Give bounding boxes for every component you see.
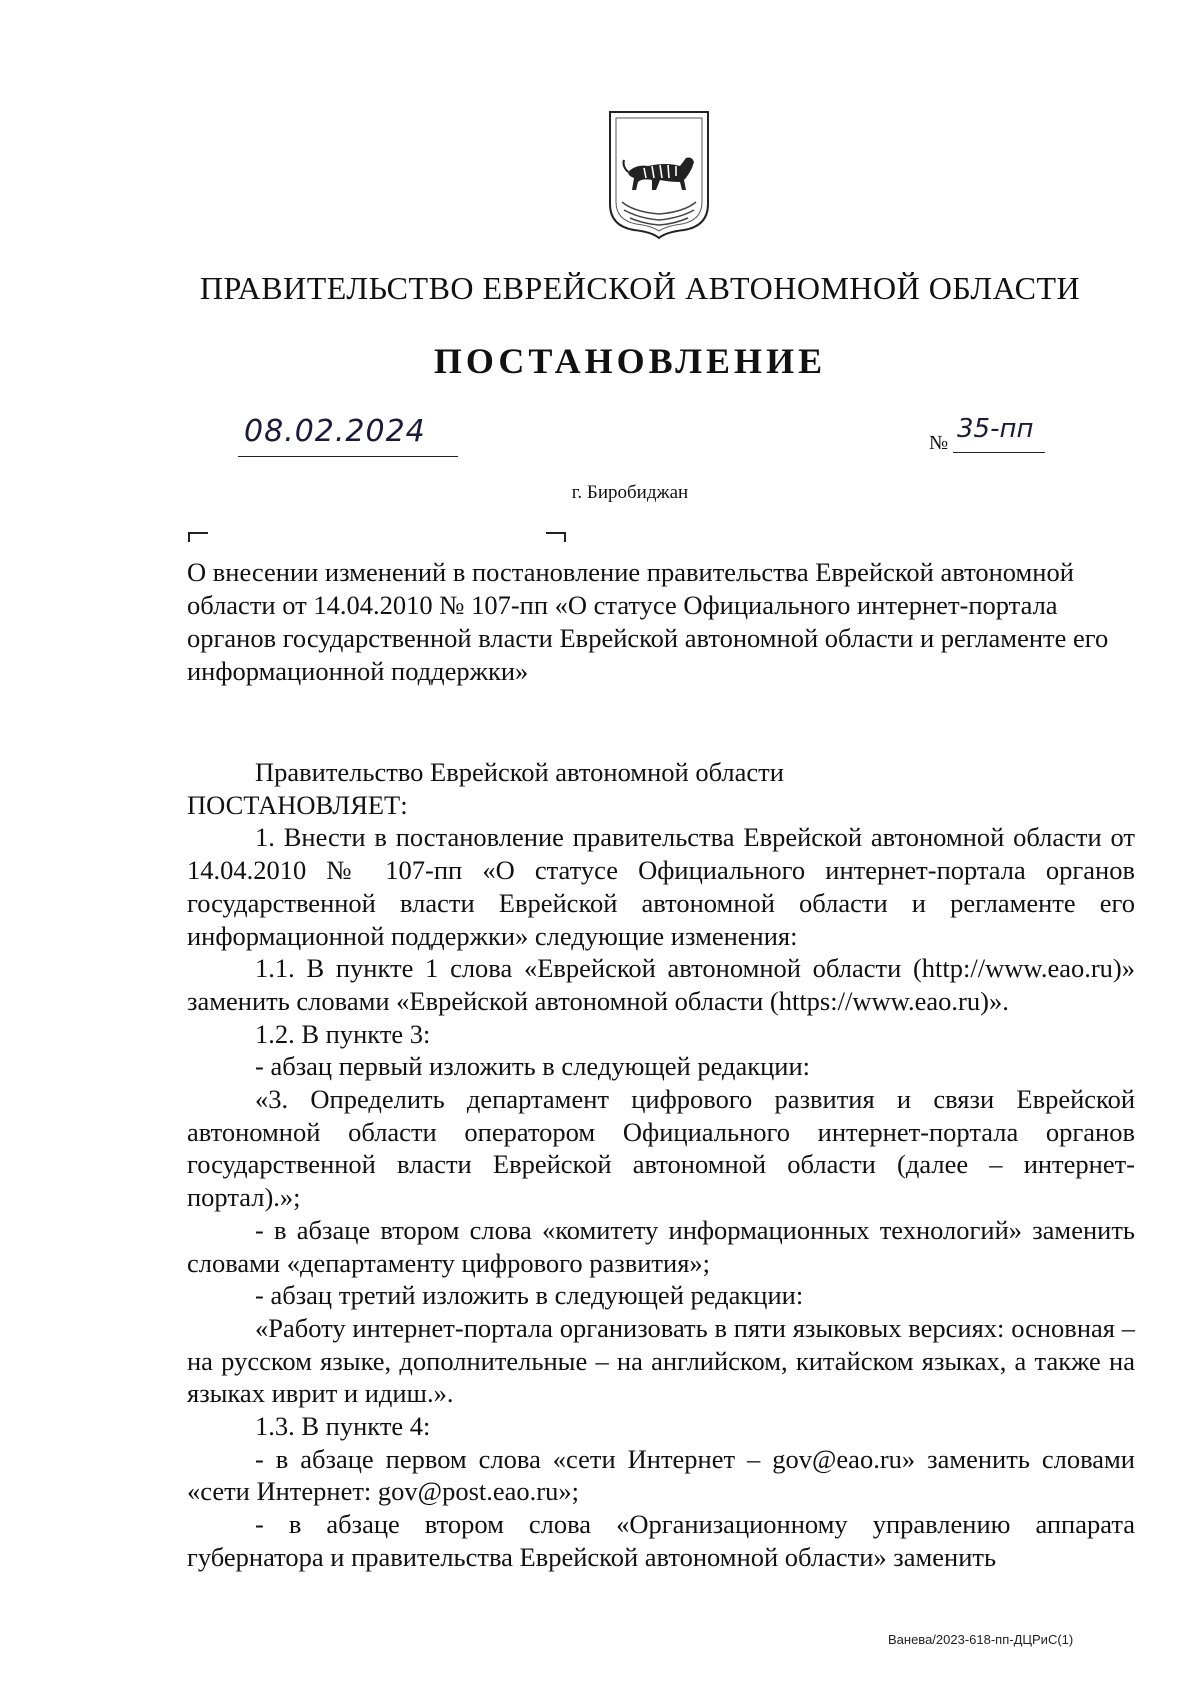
- body-paragraph: - в абзаце первом слова «сети Интернет – gov@eao.ru» заменить словами «сети Интернет: gov@post.eao.ru»;: [187, 1443, 1135, 1507]
- body-paragraph: 1. Внести в постановление правительства Еврейской автономной области от 14.04.2010 № 107-пп «О статусе Официального интернет-портала органов государственной власти Еврейской автономной области и регламенте его информационной поддержки» следующие изменения:: [187, 822, 1135, 951]
- body-paragraph: 1.2. В пункте 3:: [255, 1018, 431, 1049]
- body-paragraph: «3. Определить департамент цифрового развития и связи Еврейской автономной области оператором Официального интернет-портала органов государственной власти Еврейской автономной области (далее – интернет-портал).»;: [187, 1084, 1135, 1213]
- corner-bracket-right: [546, 532, 566, 542]
- number-label: №: [929, 432, 949, 454]
- body-paragraph: - абзац третий изложить в следующей редакции:: [255, 1280, 804, 1311]
- body-paragraph: «Работу интернет-портала организовать в пяти языковых версиях: основная – на русском языке, дополнительные – на английском, китайском языках, а также на языках иврит и идиш.».: [187, 1312, 1135, 1409]
- body-paragraph: - в абзаце втором слова «комитету информационных технологий» заменить словами «департаменту цифрового развития»;: [187, 1214, 1135, 1278]
- footer-document-code: Ванева/2023-618-пп-ДЦРиС(1): [888, 1632, 1074, 1647]
- body-decree-word: ПОСТАНОВЛЯЕТ:: [187, 789, 408, 820]
- city-line: г. Биробиджан: [571, 482, 689, 503]
- body-paragraph: - абзац первый изложить в следующей редакции:: [255, 1051, 811, 1082]
- body-paragraph: - в абзаце втором слова «Организационному управлению аппарата губернатора и правительства Еврейской автономной области» заменить: [187, 1509, 1135, 1572]
- date-field: [238, 414, 458, 457]
- coat-of-arms-tiger-icon: [604, 108, 714, 242]
- body-intro-line: Правительство Еврейской автономной области: [255, 757, 784, 787]
- handwritten-date: 08.02.2024: [244, 414, 426, 449]
- document-subject: О внесении изменений в постановление правительства Еврейской автономной области от 14.04.2010 № 107-пп «О статусе Официального интернет-портала органов государственной власти Еврейской автономной области и регламенте его информационной поддержки»: [187, 557, 1109, 686]
- body-paragraph: 1.3. В пункте 4:: [255, 1411, 431, 1442]
- number-field: [953, 414, 1045, 453]
- document-type-heading: ПОСТАНОВЛЕНИЕ: [433, 341, 827, 381]
- body-paragraph: 1.1. В пункте 1 слова «Еврейской автономной области (http://www.eao.ru)» заменить словами «Еврейской автономной области (https://www.eao.ru)».: [187, 953, 1135, 1016]
- corner-bracket-left: [188, 532, 208, 542]
- government-title: ПРАВИТЕЛЬСТВО ЕВРЕЙСКОЙ АВТОНОМНОЙ ОБЛАСТИ: [199, 270, 1081, 306]
- handwritten-number: 35-пп: [957, 414, 1034, 444]
- document-body: [187, 756, 1135, 1574]
